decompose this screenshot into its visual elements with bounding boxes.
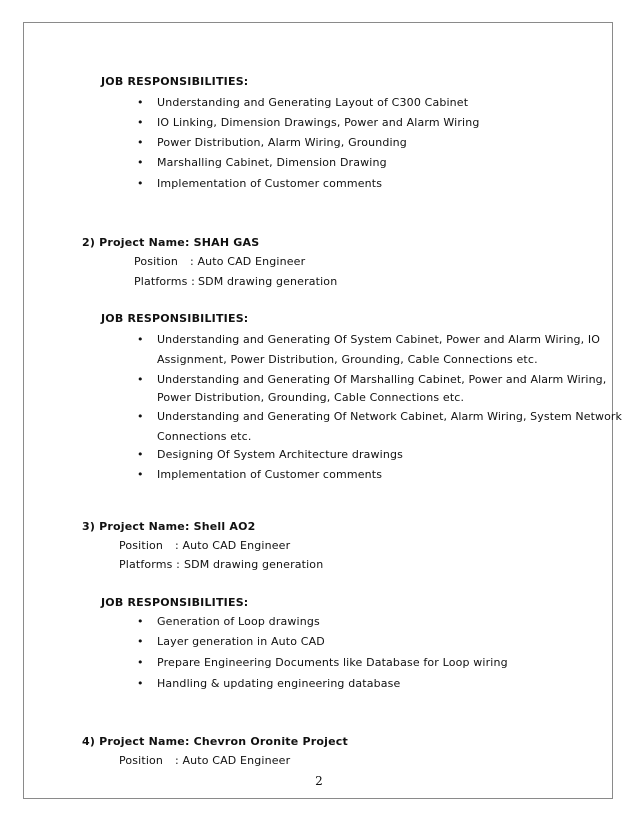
- project-label: Project Name:: [99, 236, 190, 249]
- position-value: : Auto CAD Engineer: [175, 539, 291, 552]
- platforms-value: SDM drawing generation: [198, 275, 338, 288]
- project-name: Chevron Oronite Project: [193, 735, 348, 748]
- responsibility-item: Implementation of Customer comments: [157, 468, 383, 481]
- responsibility-item: Understanding and Generating Layout of C300 Cabinet: [157, 96, 469, 109]
- platforms-value: SDM drawing generation: [184, 558, 324, 571]
- responsibility-item-line: Power Distribution, Grounding, Cable Connections etc.: [157, 391, 465, 404]
- project-heading: [82, 735, 348, 748]
- responsibility-item: Power Distribution, Alarm Wiring, Grounding: [157, 136, 407, 149]
- bullet-glyph: •: [137, 96, 144, 109]
- project-number: 4): [82, 735, 96, 748]
- responsibility-item: Marshalling Cabinet, Dimension Drawing: [157, 156, 387, 169]
- project-number: 3): [82, 520, 96, 533]
- bullet-glyph: •: [137, 615, 144, 628]
- position-label: Position: [119, 754, 164, 767]
- position-value: : Auto CAD Engineer: [190, 255, 306, 268]
- project-label: Project Name:: [99, 520, 190, 533]
- bullet-glyph: •: [137, 448, 144, 461]
- platforms-label: Platforms :: [119, 558, 180, 571]
- job-responsibilities-heading: JOB RESPONSIBILITIES:: [101, 312, 249, 325]
- bullet-glyph: •: [137, 156, 144, 169]
- responsibility-item-line: Connections etc.: [157, 430, 252, 443]
- job-responsibilities-heading: JOB RESPONSIBILITIES:: [101, 596, 249, 609]
- responsibility-item-line: Understanding and Generating Of System Cabinet, Power and Alarm Wiring, IO: [157, 333, 600, 346]
- position-value: : Auto CAD Engineer: [175, 754, 291, 767]
- responsibility-item-line: Understanding and Generating Of Marshalling Cabinet, Power and Alarm Wiring,: [157, 373, 607, 386]
- responsibility-item: Implementation of Customer comments: [157, 177, 383, 190]
- bullet-glyph: •: [137, 177, 144, 190]
- bullet-glyph: •: [137, 635, 144, 648]
- responsibility-item-line: Understanding and Generating Of Network Cabinet, Alarm Wiring, System Network: [157, 410, 623, 423]
- bullet-glyph: •: [137, 677, 144, 690]
- responsibility-item: Layer generation in Auto CAD: [157, 635, 325, 648]
- bullet-glyph: •: [137, 333, 144, 346]
- bullet-glyph: •: [137, 373, 144, 386]
- platforms-label: Platforms :: [134, 275, 195, 288]
- responsibility-item: IO Linking, Dimension Drawings, Power and Alarm Wiring: [157, 116, 480, 129]
- project-name: Shell AO2: [193, 520, 256, 533]
- project-name: SHAH GAS: [193, 236, 260, 249]
- page-number: 2: [315, 774, 323, 788]
- bullet-glyph: •: [137, 410, 144, 423]
- responsibility-item: Prepare Engineering Documents like Database for Loop wiring: [157, 656, 508, 669]
- position-label: Position: [119, 539, 164, 552]
- project-number: 2): [82, 236, 96, 249]
- job-responsibilities-heading: JOB RESPONSIBILITIES:: [101, 75, 249, 88]
- responsibility-item: Designing Of System Architecture drawings: [157, 448, 404, 461]
- bullet-glyph: •: [137, 136, 144, 149]
- bullet-glyph: •: [137, 468, 144, 481]
- responsibility-item: Handling & updating engineering database: [157, 677, 401, 690]
- responsibility-item-line: Assignment, Power Distribution, Grounding, Cable Connections etc.: [157, 353, 538, 366]
- position-label: Position: [134, 255, 179, 268]
- responsibility-item: Generation of Loop drawings: [157, 615, 320, 628]
- project-heading: [82, 520, 256, 533]
- project-label: Project Name:: [99, 735, 190, 748]
- bullet-glyph: •: [137, 116, 144, 129]
- project-heading: [82, 236, 259, 249]
- bullet-glyph: •: [137, 656, 144, 669]
